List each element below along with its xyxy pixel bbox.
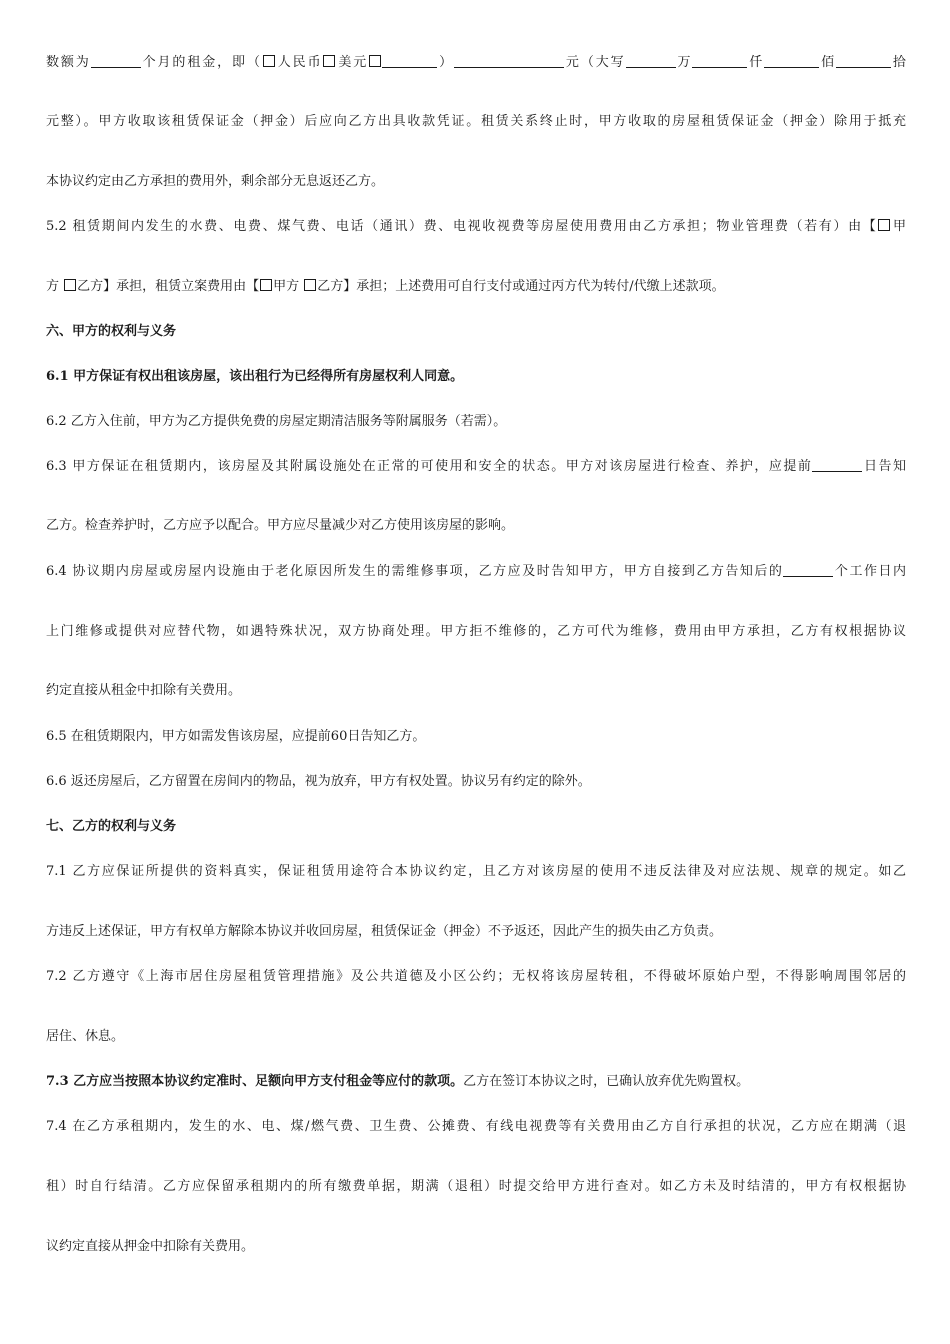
s6-5: 6.5 在租赁期限内，甲方如需发售该房屋，应提前60日告知乙方。	[46, 729, 426, 744]
s7-1-line-2: 方违反上述保证，甲方有权单方解除本协议并收回房屋，租赁保证金（押金）不予返还，因此产生的损失由乙方负责。	[46, 924, 723, 939]
s6-3-line-1: 6.3 甲方保证在租赁期内，该房屋及其附属设施处在正常的可使用和安全的状态。甲方对该房屋进行检查、养护，应提前 日告知	[46, 459, 906, 474]
blank-currency[interactable]	[382, 54, 437, 68]
s5-2-line-2: 方 乙方】承担，租赁立案费用由【 甲方 乙方】承担；上述费用可自行支付或通过丙方代为转付/代缴上述款项。	[46, 279, 725, 294]
section-heading-6: 六、甲方的权利与义务	[46, 324, 177, 339]
checkbox-icon[interactable]	[323, 55, 335, 67]
s7-4-line-2: 租）时自行结清。乙方应保留承租期内的所有缴费单据，期满（退租）时提交给甲方进行查对。如乙方未及时结清的，甲方有权根据协	[46, 1179, 906, 1194]
s6-4-line-3: 约定直接从租金中扣除有关费用。	[46, 683, 242, 698]
checkbox-icon[interactable]	[64, 279, 76, 291]
s5-1-line-1: 数额为 个月的租金，即（ 人民币 美元 ） 元（大写 万 仟 佰 拾	[46, 55, 906, 70]
checkbox-icon[interactable]	[263, 55, 275, 67]
checkbox-icon[interactable]	[260, 279, 272, 291]
s5-2-line-1: 5.2 租赁期间内发生的水费、电费、煤气费、电话（通讯）费、电视收视费等房屋使用费用由乙方承担；物业管理费（若有）由【 甲	[46, 219, 906, 234]
blank-bai[interactable]	[764, 54, 819, 68]
checkbox-icon[interactable]	[304, 279, 316, 291]
blank-notice-days[interactable]	[812, 458, 862, 472]
s6-4-line-2: 上门维修或提供对应替代物，如遇特殊状况，双方协商处理。甲方拒不维修的，乙方可代为维修，费用由甲方承担，乙方有权根据协议	[46, 624, 906, 639]
s6-6: 6.6 返还房屋后，乙方留置在房间内的物品，视为放弃，甲方有权处置。协议另有约定的除外。	[46, 774, 591, 789]
blank-shi[interactable]	[836, 54, 891, 68]
blank-wan[interactable]	[626, 54, 676, 68]
blank-qian[interactable]	[692, 54, 747, 68]
s6-3-line-2: 乙方。检查养护时，乙方应予以配合。甲方应尽量减少对乙方使用该房屋的影响。	[46, 518, 515, 533]
s7-2-line-1: 7.2 乙方遵守《上海市居住房屋租赁管理措施》及公共道德及小区公约；无权将该房屋转租，不得破坏原始户型，不得影响周围邻居的	[46, 969, 906, 984]
blank-work-days[interactable]	[783, 563, 833, 577]
s7-1-line-1: 7.1 乙方应保证所提供的资料真实，保证租赁用途符合本协议约定，且乙方对该房屋的使用不违反法律及对应法规、规章的规定。如乙	[46, 864, 906, 879]
checkbox-icon[interactable]	[369, 55, 381, 67]
blank-amount[interactable]	[454, 54, 564, 68]
blank-months[interactable]	[91, 54, 141, 68]
section-heading-7: 七、乙方的权利与义务	[46, 819, 177, 834]
s7-4-line-1: 7.4 在乙方承租期内，发生的水、电、煤/燃气费、卫生费、公摊费、有线电视费等有关费用由乙方自行承担的状况，乙方应在期满（退	[46, 1119, 906, 1134]
s6-4-line-1: 6.4 协议期内房屋或房屋内设施由于老化原因所发生的需维修事项，乙方应及时告知甲方，甲方自接到乙方告知后的 个工作日内	[46, 564, 906, 579]
s6-2: 6.2 乙方入住前，甲方为乙方提供免费的房屋定期清洁服务等附属服务（若需）。	[46, 414, 507, 429]
s5-1-line-3: 本协议约定由乙方承担的费用外，剩余部分无息返还乙方。	[46, 174, 385, 189]
checkbox-icon[interactable]	[878, 219, 890, 231]
s7-3: 7.3 乙方应当按照本协议约定准时、足额向甲方支付租金等应付的款项。乙方在签订本协议之时，已确认放弃优先购置权。	[46, 1074, 750, 1089]
s7-4-line-3: 议约定直接从押金中扣除有关费用。	[46, 1239, 255, 1254]
s5-1-line-2: 元整）。甲方收取该租赁保证金（押金）后应向乙方出具收款凭证。租赁关系终止时，甲方收取的房屋租赁保证金（押金）除用于抵充	[46, 114, 906, 129]
s6-1: 6.1 甲方保证有权出租该房屋，该出租行为已经得所有房屋权利人同意。	[46, 369, 464, 384]
s7-2-line-2: 居住、休息。	[46, 1029, 125, 1044]
